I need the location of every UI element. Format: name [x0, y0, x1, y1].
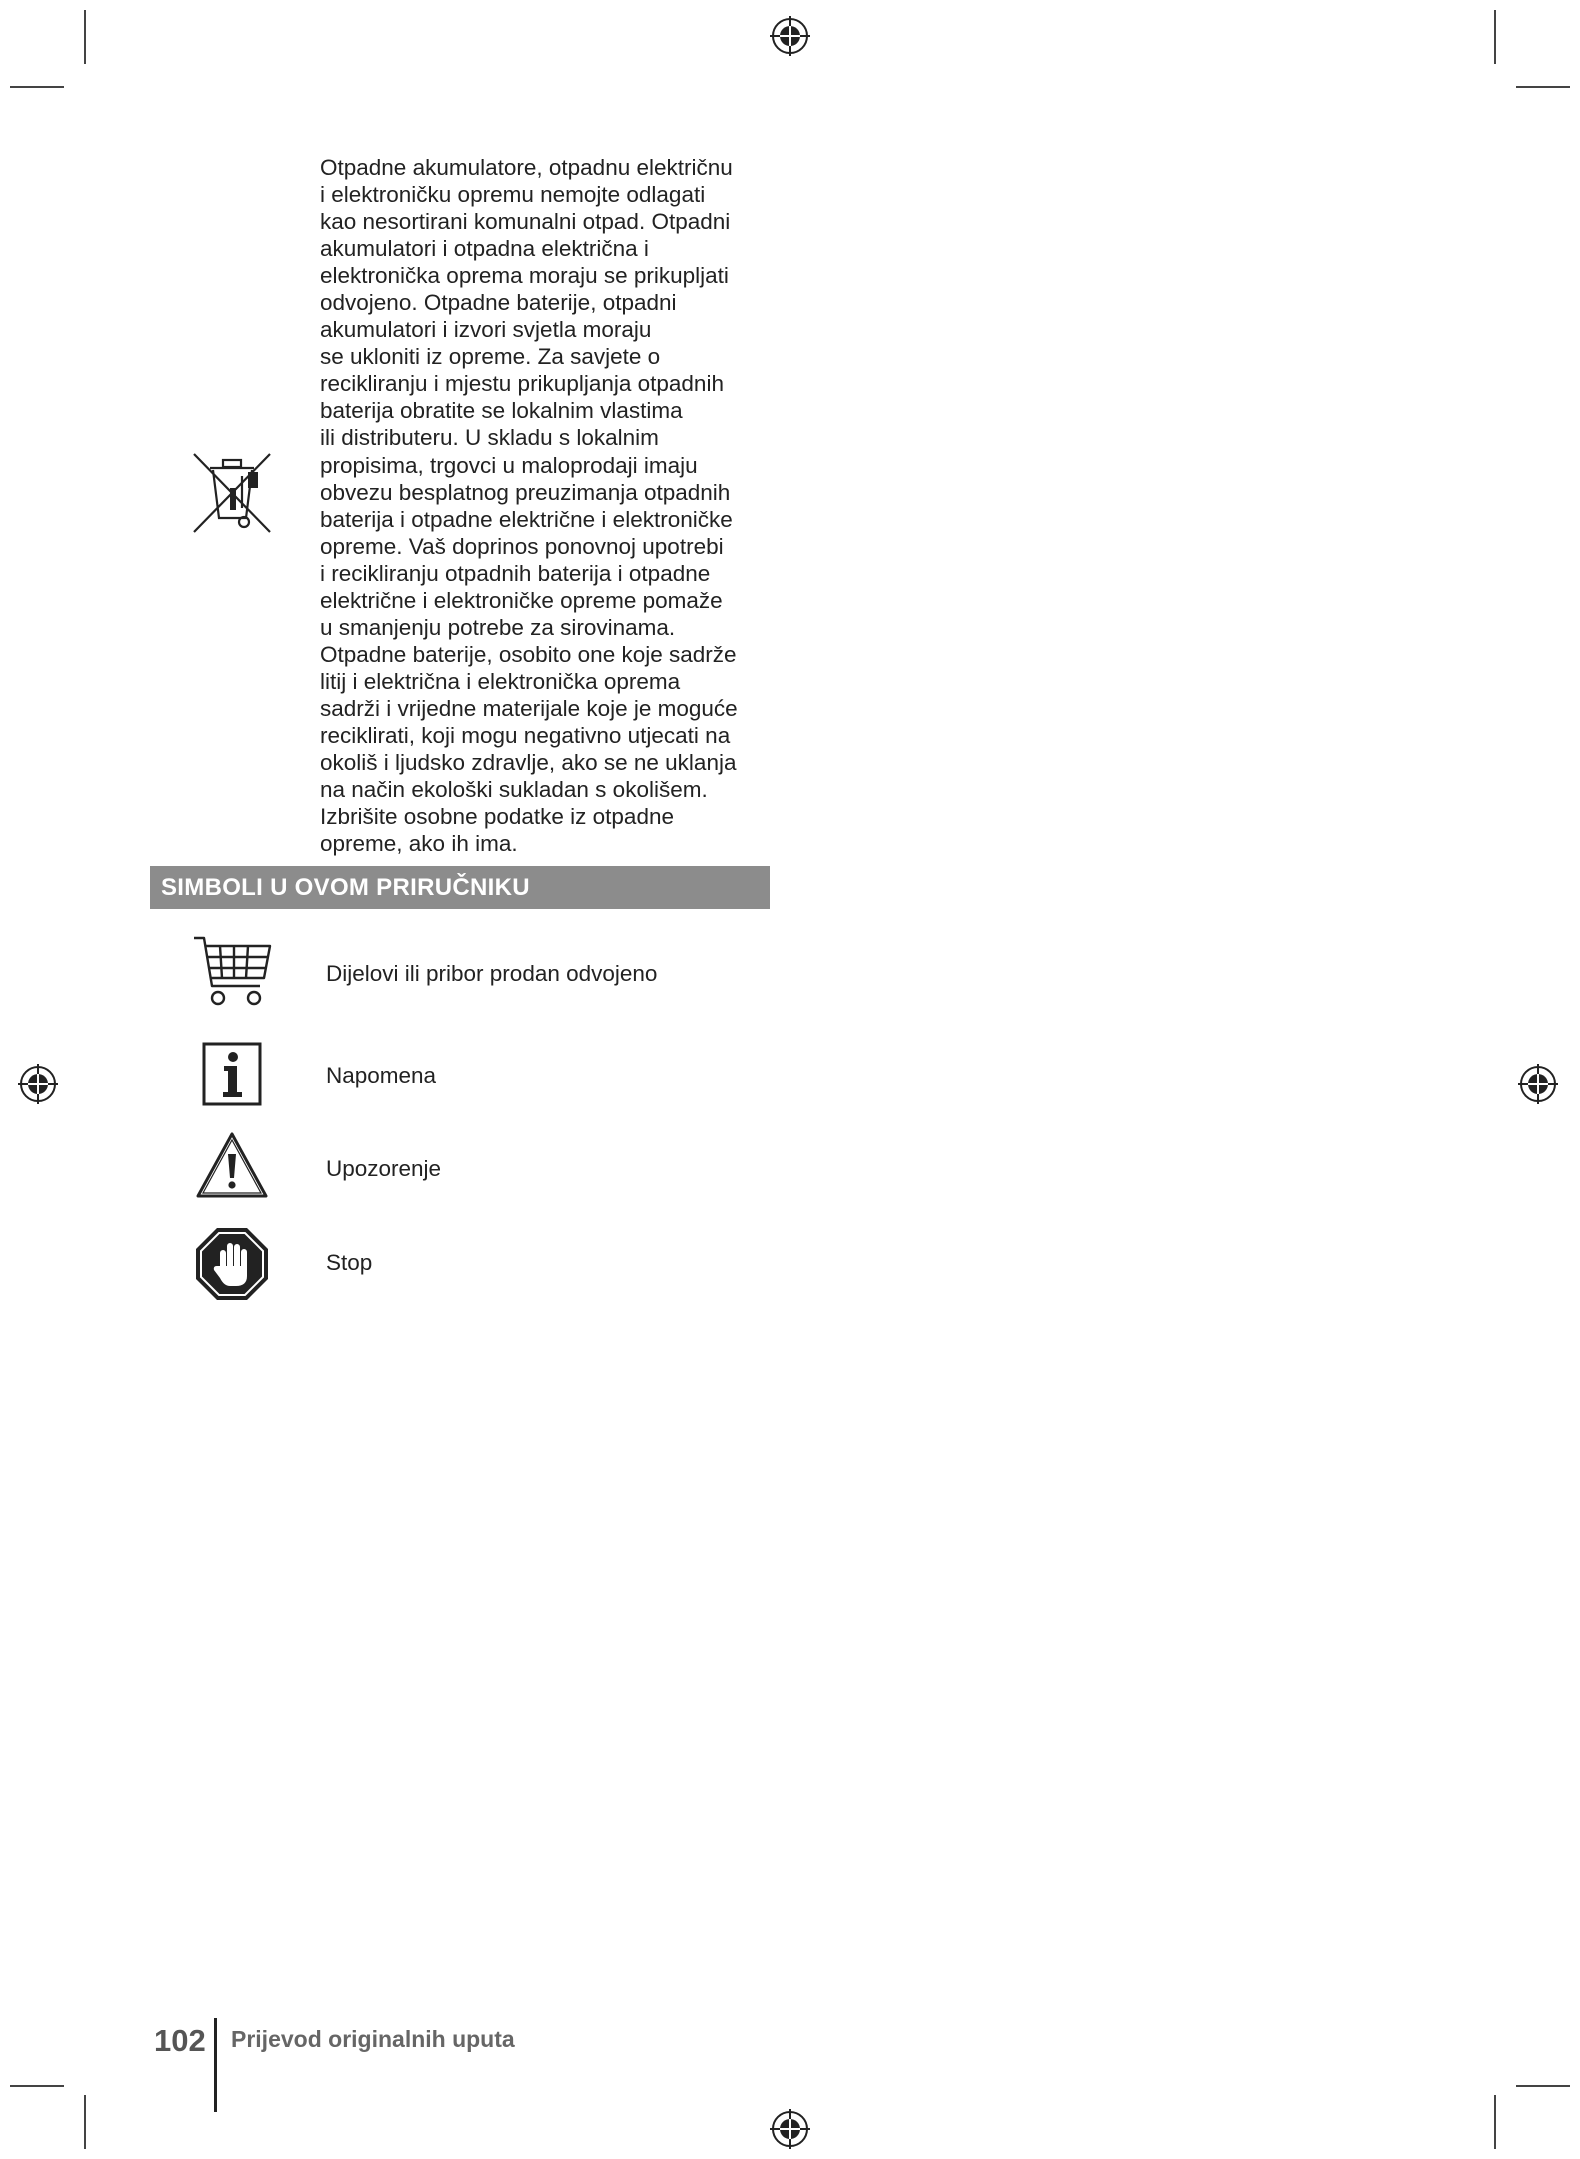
text-line: i recikliranju otpadnih baterija i otpadne	[320, 560, 711, 586]
text-line: Izbrišite osobne podatke iz otpadne	[320, 804, 674, 830]
text-line: električne i elektroničke opreme pomaže	[320, 587, 723, 613]
text-line: odvojeno. Otpadne baterije, otpadni	[320, 290, 677, 316]
text-line: elektronička oprema moraju se prikupljati	[320, 263, 729, 289]
symbol-label: Napomena	[326, 1063, 437, 1088]
text-line: obvezu besplatnog preuzimanja otpadnih	[320, 479, 731, 505]
registration-mark-icon	[1516, 1062, 1560, 1106]
text-line: opreme. Vaš doprinos ponovnoj upotrebi	[320, 533, 724, 559]
warning-triangle-icon	[194, 1130, 270, 1200]
disposal-notice-text	[320, 154, 790, 857]
text-line: akumulatori i otpadna električna i	[320, 236, 649, 262]
text-line: Otpadne baterije, osobito one koje sadrže	[320, 641, 737, 667]
symbol-label: Upozorenje	[326, 1156, 442, 1181]
shopping-cart-icon	[190, 932, 274, 1012]
text-line: sadrži i vrijedne materijale koje je moguće	[320, 695, 738, 721]
text-line: i elektroničku opremu nemojte odlagati	[320, 182, 706, 208]
stop-hand-icon	[194, 1226, 270, 1302]
registration-mark-icon	[768, 14, 812, 58]
symbol-label: Dijelovi ili pribor prodan odvojeno	[326, 961, 658, 986]
info-icon	[202, 1042, 262, 1106]
text-line: se ukloniti iz opreme. Za savjete o	[320, 344, 661, 370]
text-line: Otpadne akumulatore, otpadnu električnu	[320, 155, 733, 180]
registration-mark-icon	[768, 2107, 812, 2151]
symbol-label: Stop	[326, 1250, 373, 1275]
registration-mark-icon	[16, 1062, 60, 1106]
text-line: ili distributeru. U skladu s lokalnim	[320, 425, 659, 451]
text-line: u smanjenju potrebe za sirovinama.	[320, 614, 676, 640]
footer-divider	[214, 2018, 217, 2112]
text-line: litij i električna i elektronička oprema	[320, 668, 681, 694]
text-line: opreme, ako ih ima.	[320, 831, 518, 857]
text-line: reciklirati, koji mogu negativno utjecati na	[320, 722, 731, 748]
text-line: kao nesortirani komunalni otpad. Otpadni	[320, 209, 731, 235]
crossed-out-bin-icon	[190, 448, 274, 536]
footer-text: Prijevod originalnih uputa	[231, 2026, 515, 2052]
section-heading: SIMBOLI U OVOM PRIRUČNIKU	[150, 866, 770, 909]
text-line: baterija obratite se lokalnim vlastima	[320, 398, 683, 424]
text-line: baterija i otpadne električne i elektroničke	[320, 506, 733, 532]
text-line: recikliranju i mjestu prikupljanja otpadnih	[320, 371, 724, 397]
text-line: propisima, trgovci u maloprodaji imaju	[320, 452, 698, 478]
text-line: akumulatori i izvori svjetla moraju	[320, 317, 652, 343]
text-line: na način ekološki sukladan s okolišem.	[320, 777, 708, 803]
text-line: okoliš i ljudsko zdravlje, ako se ne uklanja	[320, 750, 737, 776]
page-number: 102	[154, 2023, 206, 2058]
